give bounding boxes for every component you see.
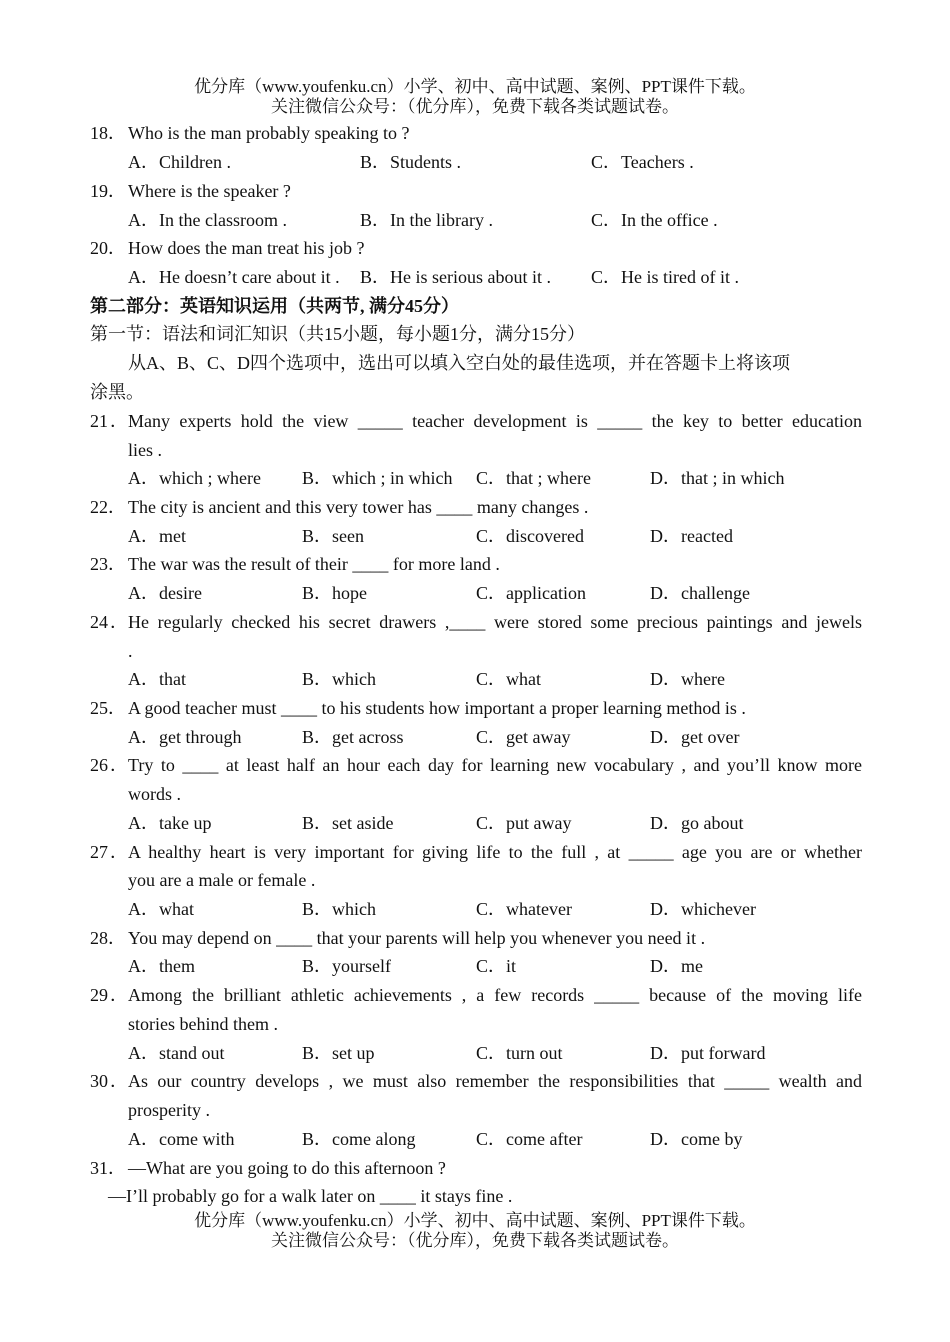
option-a[interactable]: A．get through [128, 727, 242, 747]
question-stem: —What are you going to do this afternoon ? [128, 1158, 446, 1178]
option-c[interactable]: C．what [476, 669, 541, 689]
question-26 [90, 751, 862, 780]
option-b[interactable]: B．Students . [360, 152, 462, 172]
question-30-options [128, 1125, 862, 1154]
question-19-options [128, 206, 862, 235]
question-number: 20． [90, 238, 126, 258]
option-a[interactable]: A．Children . [128, 152, 231, 172]
option-a[interactable]: A．come with [128, 1129, 235, 1149]
option-d[interactable]: D．whichever [650, 899, 756, 919]
question-25-options [128, 723, 862, 752]
instruction-line-1: 从A、B、C、D四个选项中，选出可以填入空白处的最佳选项，并在答题卡上将该项 [128, 353, 791, 373]
question-27-stem-cont: you are a male or female . [128, 870, 316, 890]
option-b[interactable]: B．get across [302, 727, 404, 747]
option-b[interactable]: B．which [302, 899, 376, 919]
option-a[interactable]: A．that [128, 669, 186, 689]
option-a[interactable]: A．He doesn’t care about it . [128, 267, 340, 287]
question-21-options [128, 464, 862, 493]
option-b[interactable]: B．seen [302, 526, 364, 546]
question-stem: Among the brilliant athletic achievements , a few records _____ because of the moving life [128, 985, 862, 1005]
option-a[interactable]: A．met [128, 526, 186, 546]
option-b[interactable]: B．which [302, 669, 376, 689]
option-d[interactable]: D．that ; in which [650, 468, 785, 488]
option-d[interactable]: D．where [650, 669, 725, 689]
page-footer [0, 1211, 950, 1251]
question-30 [90, 1067, 862, 1096]
question-23-options [128, 579, 862, 608]
question-stem: How does the man treat his job ? [128, 238, 365, 258]
question-number: 19． [90, 181, 126, 201]
question-21 [90, 407, 862, 436]
option-c[interactable]: C．turn out [476, 1043, 563, 1063]
question-stem: The war was the result of their ____ for more land . [128, 554, 500, 574]
option-c[interactable]: C．get away [476, 727, 571, 747]
option-c[interactable]: C．He is tired of it . [591, 267, 739, 287]
question-29-options [128, 1039, 862, 1068]
option-d[interactable]: D．go about [650, 813, 744, 833]
option-c[interactable]: C．put away [476, 813, 572, 833]
question-19 [90, 177, 862, 206]
question-24-stem-cont: . [128, 641, 133, 661]
question-number: 29． [90, 985, 128, 1005]
page-header [0, 77, 950, 117]
option-b[interactable]: B．which ; in which [302, 468, 453, 488]
question-number: 24． [90, 612, 128, 632]
option-b[interactable]: B．He is serious about it . [360, 267, 551, 287]
header-line-1: 优分库（www.youfenku.cn）小学、初中、高中试题、案例、PPT课件下载。 [194, 77, 756, 96]
option-d[interactable]: D．me [650, 956, 703, 976]
option-a[interactable]: A．which ; where [128, 468, 261, 488]
option-b[interactable]: B．set up [302, 1043, 375, 1063]
question-stem: Many experts hold the view _____ teacher development is _____ the key to better education [128, 411, 862, 431]
question-number: 30． [90, 1071, 128, 1091]
question-29-stem-cont: stories behind them . [128, 1014, 278, 1034]
option-b[interactable]: B．hope [302, 583, 367, 603]
option-d[interactable]: D．challenge [650, 583, 750, 603]
question-number: 27． [90, 842, 128, 862]
question-24 [90, 608, 862, 637]
question-21-stem-cont: lies . [128, 440, 162, 460]
question-stem: He regularly checked his secret drawers ,____ were stored some precious paintings and jewels [128, 612, 862, 632]
option-d[interactable]: D．put forward [650, 1043, 766, 1063]
option-c[interactable]: C．whatever [476, 899, 572, 919]
part2-title: 第二部分：英语知识运用（共两节, 满分45分） [90, 296, 459, 316]
option-b[interactable]: B．come along [302, 1129, 416, 1149]
question-number: 21． [90, 411, 128, 431]
option-c[interactable]: C．discovered [476, 526, 584, 546]
question-stem: You may depend on ____ that your parents will help you whenever you need it . [128, 928, 706, 948]
question-31-dialog-2: —I’ll probably go for a walk later on ____ it stays fine . [108, 1186, 513, 1206]
question-18 [90, 119, 862, 148]
question-20-options [128, 263, 862, 292]
section1-title: 第一节：语法和词汇知识（共15小题，每小题1分，满分15分） [90, 324, 585, 344]
instruction-line-2: 涂黑。 [90, 382, 144, 402]
option-b[interactable]: B．In the library . [360, 210, 493, 230]
question-22-options [128, 522, 862, 551]
option-d[interactable]: D．come by [650, 1129, 743, 1149]
question-22 [90, 493, 862, 522]
option-c[interactable]: C．application [476, 583, 586, 603]
option-d[interactable]: D．get over [650, 727, 740, 747]
question-29 [90, 981, 862, 1010]
option-c[interactable]: C．that ; where [476, 468, 591, 488]
option-d[interactable]: D．reacted [650, 526, 733, 546]
question-27 [90, 838, 862, 867]
question-28 [90, 924, 862, 953]
question-stem: As our country develops , we must also remember the responsibilities that _____ wealth and [128, 1071, 862, 1091]
question-stem: The city is ancient and this very tower has ____ many changes . [128, 497, 589, 517]
question-25 [90, 694, 862, 723]
question-24-options [128, 665, 862, 694]
footer-line-2: 关注微信公众号：（优分库），免费下载各类试题试卷。 [271, 1231, 679, 1250]
option-a[interactable]: A．In the classroom . [128, 210, 287, 230]
option-b[interactable]: B．set aside [302, 813, 394, 833]
question-20 [90, 234, 862, 263]
question-stem: A healthy heart is very important for giving life to the full , at _____ age you are or whether [128, 842, 862, 862]
question-stem: Try to ____ at least half an hour each day for learning new vocabulary , and you’ll know more [128, 755, 862, 775]
option-c[interactable]: C．In the office . [591, 210, 718, 230]
question-number: 23． [90, 554, 126, 574]
header-line-2: 关注微信公众号：（优分库），免费下载各类试题试卷。 [271, 97, 679, 116]
option-b[interactable]: B．yourself [302, 956, 391, 976]
question-26-stem-cont: words . [128, 784, 181, 804]
question-28-options [128, 952, 862, 981]
option-c[interactable]: C．it [476, 956, 517, 976]
question-27-options [128, 895, 862, 924]
footer-line-1: 优分库（www.youfenku.cn）小学、初中、高中试题、案例、PPT课件下载。 [194, 1211, 756, 1230]
option-c[interactable]: C．Teachers . [591, 152, 694, 172]
option-a[interactable]: A．desire [128, 583, 202, 603]
question-stem: Where is the speaker ? [128, 181, 291, 201]
question-stem: A good teacher must ____ to his students how important a proper learning method is . [128, 698, 746, 718]
question-30-stem-cont: prosperity . [128, 1100, 210, 1120]
question-number: 28． [90, 928, 126, 948]
question-number: 25． [90, 698, 126, 718]
question-26-options [128, 809, 862, 838]
option-a[interactable]: A．stand out [128, 1043, 225, 1063]
question-number: 26． [90, 755, 128, 775]
option-a[interactable]: A．take up [128, 813, 212, 833]
question-stem: Who is the man probably speaking to ? [128, 123, 410, 143]
option-a[interactable]: A．them [128, 956, 195, 976]
question-number: 22． [90, 497, 126, 517]
option-c[interactable]: C．come after [476, 1129, 583, 1149]
question-31 [90, 1154, 862, 1183]
question-23 [90, 550, 862, 579]
question-18-options [128, 148, 862, 177]
option-a[interactable]: A．what [128, 899, 194, 919]
question-number: 18． [90, 123, 126, 143]
question-number: 31． [90, 1158, 126, 1178]
